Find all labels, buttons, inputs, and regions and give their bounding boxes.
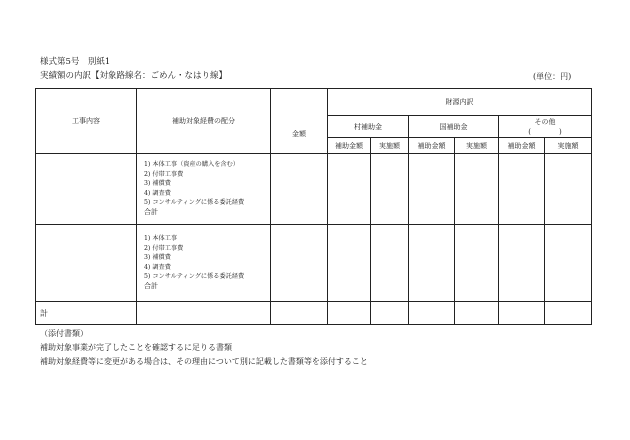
subtotal-label: 合計: [144, 207, 158, 216]
header-other-paren: ( ): [528, 127, 562, 136]
work-content-cell: [36, 154, 137, 225]
list-item: 4) 調査費: [144, 189, 171, 197]
total-cell: [499, 302, 545, 325]
total-cell: [545, 302, 592, 325]
total-cell: [409, 302, 455, 325]
total-cell: [455, 302, 499, 325]
value-cell: [409, 154, 455, 225]
attachments-line: 補助対象経費等に変更がある場合は、その理由について別に記載した書類等を添付すること: [40, 357, 368, 366]
list-item: 4) 調査費: [144, 263, 171, 271]
list-item: 3) 補償費: [144, 254, 171, 262]
table-row: [36, 154, 592, 225]
value-cell: [371, 154, 409, 225]
header-village-subsidy: 村補助金: [328, 116, 409, 138]
village-subsidy-amount-header: 補助金額: [328, 138, 371, 154]
value-cell: [499, 225, 545, 302]
total-cell: [137, 302, 271, 325]
value-cell: [545, 225, 592, 302]
header-amount: 金額: [271, 116, 328, 154]
list-item: 2) 付帯工事費: [144, 244, 184, 252]
total-cell: [271, 302, 328, 325]
list-item: 3) 補償費: [144, 180, 171, 188]
other-actual-header: 実施額: [545, 138, 592, 154]
value-cell: [409, 225, 455, 302]
work-content-cell: [36, 225, 137, 302]
value-cell: [328, 154, 371, 225]
value-cell: [371, 225, 409, 302]
header-expense-allocation: 補助対象経費の配分: [137, 89, 271, 154]
table-row: [36, 225, 592, 302]
amount-cell: [271, 154, 328, 225]
value-cell: [455, 154, 499, 225]
value-cell: [499, 154, 545, 225]
header-national-subsidy: 国補助金: [409, 116, 499, 138]
list-item: 1) 本体工事: [144, 235, 178, 242]
value-cell: [455, 225, 499, 302]
amount-cell: [271, 225, 328, 302]
header-other-label: その他: [534, 117, 556, 126]
header-amount-top: [271, 89, 328, 116]
subtotal-label: 合計: [144, 281, 158, 290]
total-row: [36, 302, 592, 325]
total-cell: [371, 302, 409, 325]
other-subsidy-amount-header: 補助金額: [499, 138, 545, 154]
allocation-items-cell: [137, 225, 271, 302]
allocation-items-cell: [137, 154, 271, 225]
total-cell: [328, 302, 371, 325]
attachments-heading: （添付書類）: [40, 329, 88, 338]
list-item: 5) コンサルティングに係る委託経費: [144, 199, 245, 207]
form-id: 様式第5号 別紙1: [40, 57, 111, 67]
unit-label: (単位：円): [533, 72, 572, 81]
total-label: 計: [36, 302, 137, 325]
attachments-line: 補助対象事業が完了したことを確認するに足りる書類: [40, 343, 232, 352]
breakdown-table: [35, 88, 592, 325]
list-item: 5) コンサルティングに係る委託経費: [144, 273, 245, 281]
village-actual-header: 実施額: [371, 138, 409, 154]
header-other: [499, 116, 592, 138]
value-cell: [545, 154, 592, 225]
national-subsidy-amount-header: 補助金額: [409, 138, 455, 154]
attachments-notes: [40, 327, 368, 369]
list-item: 1) 本体工事（資産の購入を含む）: [144, 161, 239, 168]
national-actual-header: 実施額: [455, 138, 499, 154]
header-work-content: 工事内容: [36, 89, 137, 154]
value-cell: [328, 225, 371, 302]
header-funding-breakdown: 財源内訳: [328, 89, 592, 116]
list-item: 2) 付帯工事費: [144, 170, 184, 178]
document-title: 実績額の内訳【対象路線名：ごめん・なはり線】: [40, 71, 228, 81]
